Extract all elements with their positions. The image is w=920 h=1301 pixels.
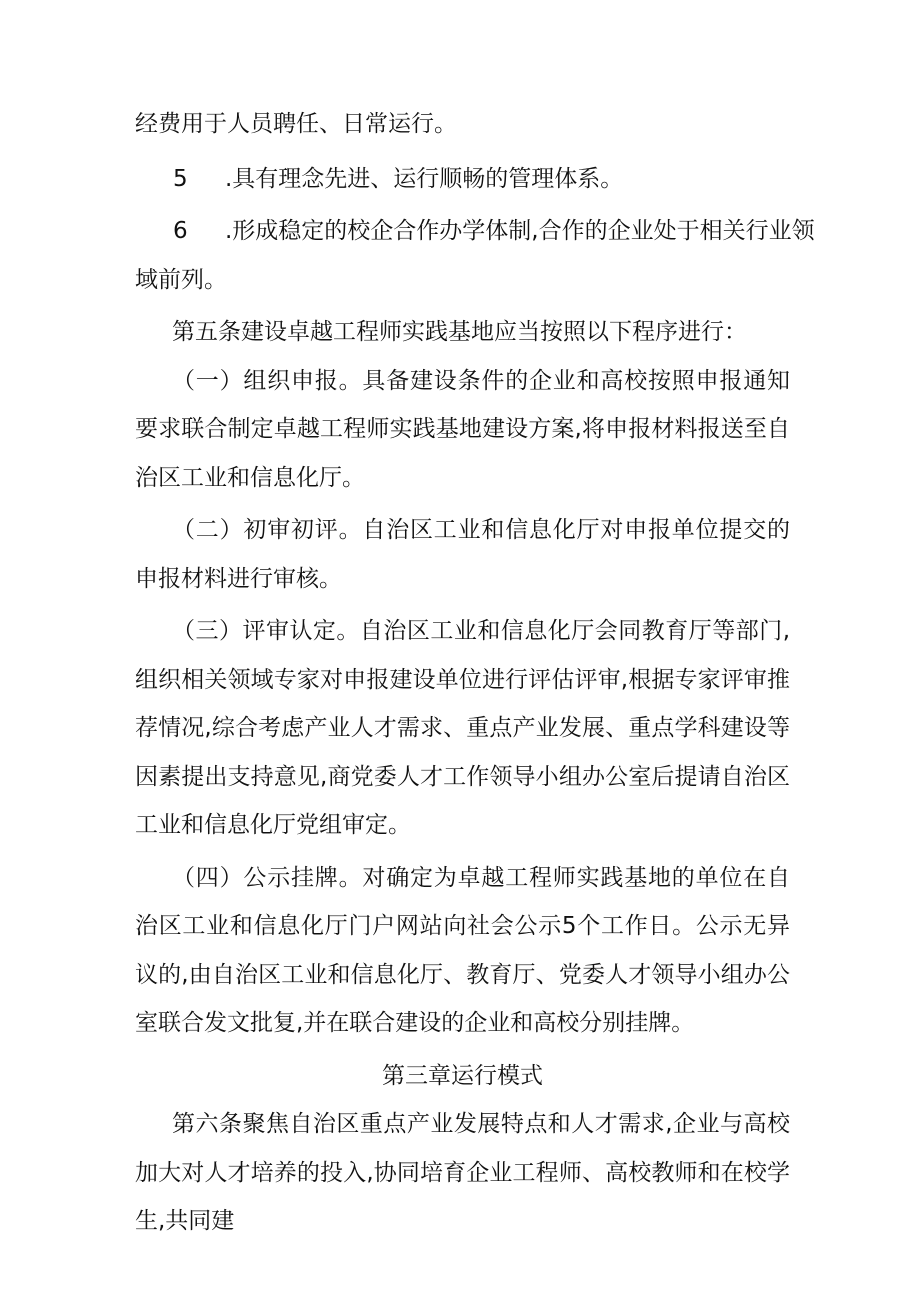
list-item-number: 5 [173, 165, 188, 192]
procedure-step-4: （四）公示挂牌。对确定为卓越工程师实践基地的单位在自治区工业和信息化厅门户网站向社会公示5个工作日。公示无异议的,由自治区工业和信息化厅、教育厅、党委人才领导小组办公室联合发文批复,并在联合建设的企业和高校分别挂牌。 [135, 864, 790, 1036]
list-item-number: 6 [173, 218, 188, 244]
list-item-text: .形成稳定的校企合作办学体制,合作的企业处于相关行业领 [225, 218, 815, 244]
document-body [135, 100, 815, 1246]
procedure-step-2: （二）初审初评。自治区工业和信息化厅对申报单位提交的申报材料进行审核。 [135, 517, 790, 592]
list-item-text-continued: 域前列。 [135, 266, 227, 293]
article-6: 第六条聚焦自治区重点产业发展特点和人才需求,企业与高校加大对人才培养的投入,协同培育企业工程师、高校教师和在校学生,共同建 [135, 1111, 790, 1234]
list-item-6 [135, 207, 815, 304]
article-5: 第五条建设卓越工程师实践基地应当按照以下程序进行： [172, 319, 747, 345]
procedure-step-3: （三）评审认定。自治区工业和信息化厅会同教育厅等部门,组织相关领域专家对申报建设单位进行评估评审,根据专家评审推荐情况,综合考虑产业人才需求、重点产业发展、重点学科建设等因素提出支持意见,商党委人才工作领导小组办公室后提请自治区工业和信息化厅党组审定。 [135, 618, 790, 838]
list-item-text: .具有理念先进、运行顺畅的管理体系。 [225, 165, 624, 192]
chapter-title: 第三章运行模式 [382, 1062, 543, 1089]
paragraph-continued: 经费用于人员聘任、日常运行。 [135, 111, 457, 137]
procedure-step-1: （一）组织申报。具备建设条件的企业和高校按照申报通知要求联合制定卓越工程师实践基地建设方案,将申报材料报送至自治区工业和信息化厅。 [135, 367, 790, 491]
list-item-5 [135, 155, 790, 204]
